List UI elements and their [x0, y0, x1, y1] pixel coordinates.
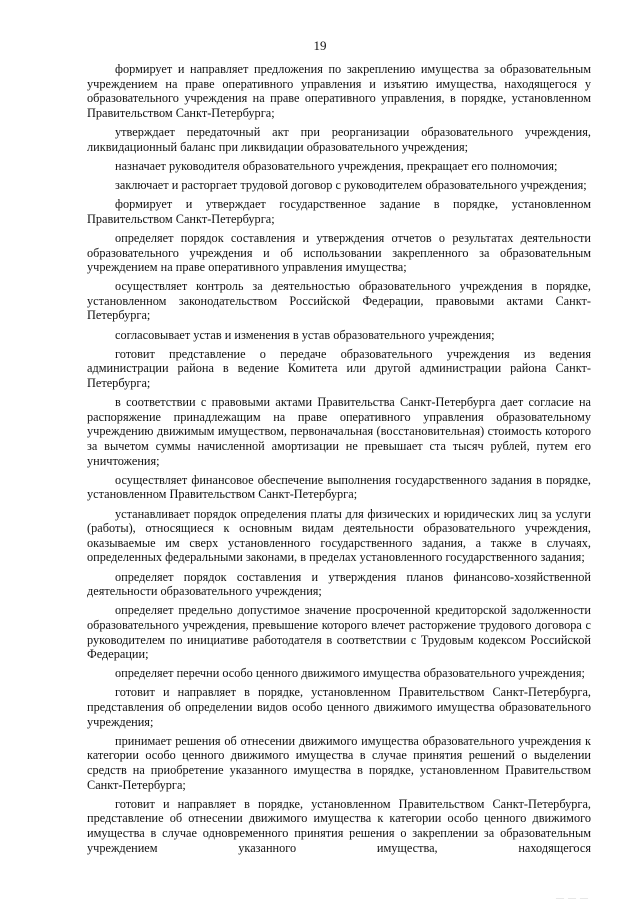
- paragraph: осуществляет финансовое обеспечение выполнения государственного задания в порядке, установленном Правительством Санкт-Петербурга;: [87, 472, 591, 502]
- paragraph: назначает руководителя образовательного учреждения, прекращает его полномочия;: [115, 158, 558, 173]
- paragraph: определяет порядок составления и утверждения отчетов о результатах деятельности образовательного учреждения и об использовании закрепленного за образовательным учреждением на праве оперативного управления имущества;: [87, 230, 591, 275]
- paragraph: согласовывает устав и изменения в устав образовательного учреждения;: [115, 327, 495, 342]
- paragraph: готовит и направляет в порядке, установленном Правительством Санкт-Петербурга, представления об определении видов особо ценного движимого имущества образовательного учреждения;: [87, 685, 591, 729]
- paragraph: формирует и утверждает государственное задание в порядке, установленном Правительством Санкт-Петербурга;: [87, 197, 591, 226]
- paragraph: готовит и направляет в порядке, установленном Правительством Санкт-Петербурга, представление об отнесении движимого имущества к категории особо ценного движимого имущества в случае одновременного принятия решения о закреплении за образовательным учреждением указанного имущества, находящегося: [87, 796, 591, 855]
- paragraph: утверждает передаточный акт при реорганизации образовательного учреждения, ликвидационный баланс при ликвидации образовательного учреждения;: [87, 124, 591, 154]
- paragraph: осуществляет контроль за деятельностью образовательного учреждения в порядке, установленном законодательством Российской Федерации, правовыми актами Санкт-Петербурга;: [87, 279, 591, 323]
- paragraph: принимает решения об отнесении движимого имущества образовательного учреждения к категории особо ценного движимого имущества в случае принятия решений о выделении средств на приобретение указанного имущества в порядке, установленном Правительством Санкт-Петербурга;: [87, 733, 591, 792]
- page-number: 19: [313, 38, 327, 53]
- paragraph: определяет перечни особо ценного движимого имущества образовательного учреждения;: [115, 666, 585, 681]
- paragraph: определяет предельно допустимое значение просроченной кредиторской задолженности образовательного учреждения, превышение которого влечет расторжение трудового договора с руководителем по инициативе работодателя в соответствии с Трудовым кодексом Российской Федерации;: [87, 603, 591, 662]
- paragraph: заключает и расторгает трудовой договор с руководителем образовательного учреждения;: [115, 177, 587, 192]
- paragraph: определяет порядок составления и утверждения планов финансово-хозяйственной деятельности образовательного учреждения;: [87, 569, 591, 599]
- document-body: [87, 62, 591, 860]
- paragraph: в соответствии с правовыми актами Правительства Санкт-Петербурга дает согласие на распоряжение принадлежащим на праве оперативного управления образовательному учреждению движимым имуществом, первоначальная (восстановительная) стоимость которого за вычетом суммы начисленной амортизации не превышает ста тысяч рублей, путем его уничтожения;: [87, 395, 591, 468]
- paragraph: формирует и направляет предложения по закреплению имущества за образовательным учреждением на праве оперативного управления и изъятию имущества, находящегося у образовательного учреждения на праве оперативного управления, в порядке, установленном Правительством Санкт-Петербурга;: [87, 62, 591, 120]
- paragraph: готовит представление о передаче образовательного учреждения из ведения администрации района в ведение Комитета или другой администрации района Санкт-Петербурга;: [87, 346, 591, 391]
- scan-mark-decoration: — — —: [556, 893, 589, 902]
- paragraph: устанавливает порядок определения платы для физических и юридических лиц за услуги (работы), относящиеся к основным видам деятельности образовательного учреждения, оказываемые им сверх установленного государственного задания, а также в случаях, определенных федеральными законами, в пределах установленного государственного задания;: [87, 506, 591, 565]
